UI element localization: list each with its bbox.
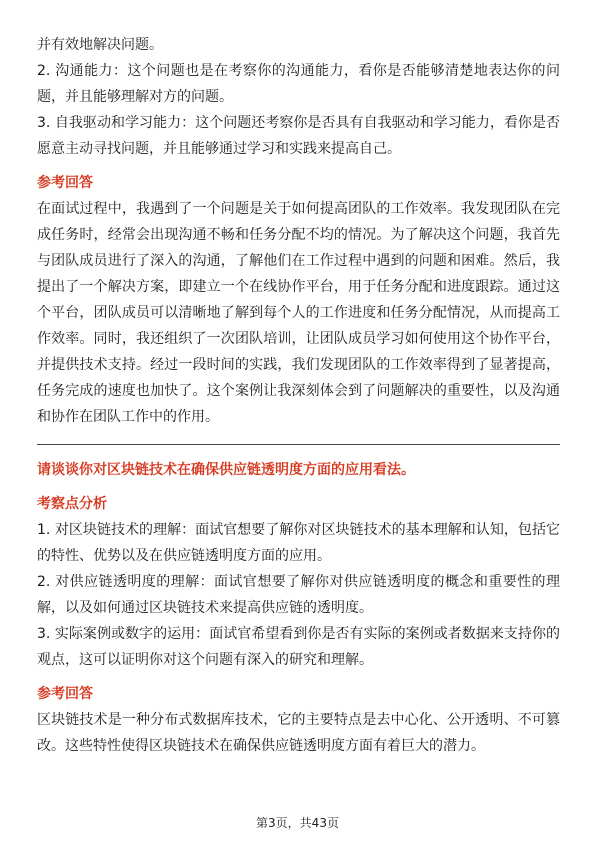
- intro-item-3: 3. 自我驱动和学习能力：这个问题还考察你是否具有自我驱动和学习能力，看你是否愿意主动寻找问题，并且能够通过学习和实践来提高自己。: [37, 115, 560, 157]
- analysis-item-3: 3. 实际案例或数字的运用：面试官希望看到你是否有实际的案例或者数据来支持你的观点，这可以证明你对这个问题有深入的研究和理解。: [37, 626, 560, 668]
- analysis-item-1: 1. 对区块链技术的理解：面试官想要了解你对区块链技术的基本理解和认知，包括它的特性、优势以及在供应链透明度方面的应用。: [37, 522, 560, 564]
- analysis-heading: 考察点分析: [37, 496, 107, 512]
- section-divider: [37, 444, 560, 445]
- intro-item-1: 并有效地解决问题。: [37, 37, 163, 53]
- analysis-item-2: 2. 对供应链透明度的理解：面试官想要了解你对供应链透明度的概念和重要性的理解，以及如何通过区块链技术来提高供应链的透明度。: [37, 574, 560, 616]
- document-page: [37, 32, 560, 759]
- answer1-text: 在面试过程中，我遇到了一个问题是关于如何提高团队的工作效率。我发现团队在完成任务时，经常会出现沟通不畅和任务分配不均的情况。为了解决这个问题，我首先与团队成员进行了深入的沟通，了解他们在工作过程中遇到的问题和困难。然后，我提出了一个解决方案，即建立一个在线协作平台，用于任务分配和进度跟踪。通过这个平台，团队成员可以清晰地了解到每个人的工作进度和任务分配情况，从而提高工作效率。同时，我还组织了一次团队培训，让团队成员学习如何使用这个协作平台，并提供技术支持。经过一段时间的实践，我们发现团队的工作效率得到了显著提高，任务完成的速度也加快了。这个案例让我深刻体会到了问题解决的重要性，以及沟通和协作在团队工作中的作用。: [37, 201, 560, 425]
- answer2-text: 区块链技术是一种分布式数据库技术，它的主要特点是去中心化、公开透明、不可篡改。这些特性使得区块链技术在确保供应链透明度方面有着巨大的潜力。: [37, 712, 560, 754]
- intro-item-2: 2. 沟通能力：这个问题也是在考察你的沟通能力，看你是否能够清楚地表达你的问题，并且能够理解对方的问题。: [37, 63, 560, 105]
- question2-title: 请谈谈你对区块链技术在确保供应链透明度方面的应用看法。: [37, 462, 415, 478]
- answer1-heading: 参考回答: [37, 175, 93, 191]
- answer2-heading: 参考回答: [37, 686, 93, 702]
- page-footer: 第3页，共43页: [256, 816, 339, 830]
